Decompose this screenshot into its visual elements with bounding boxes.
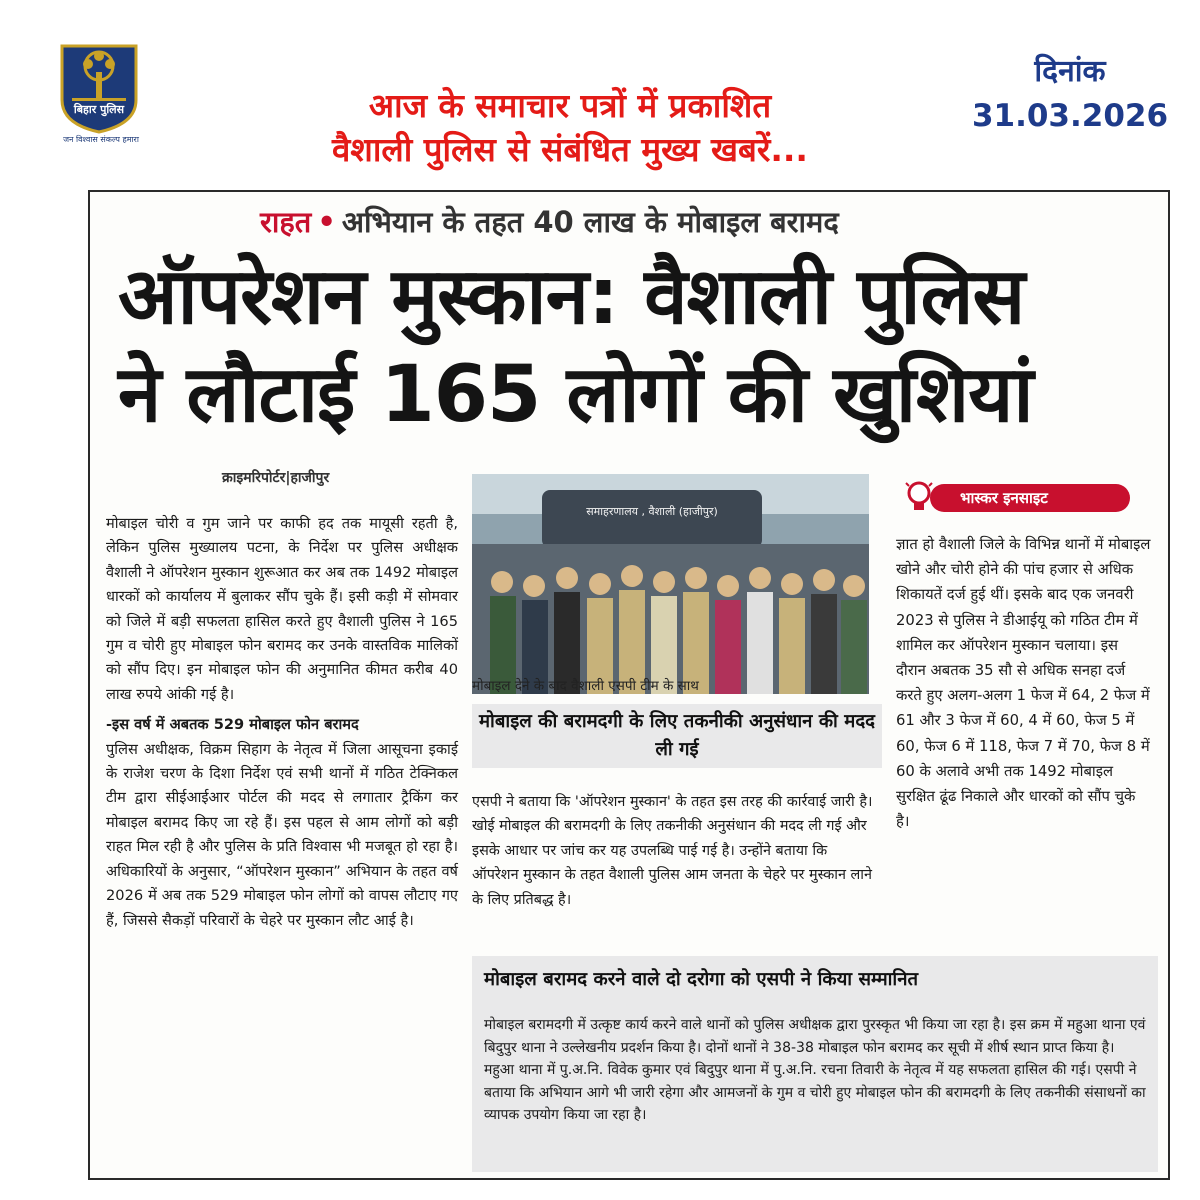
kicker-text: अभियान के तहत 40 लाख के मोबाइल बरामद bbox=[341, 205, 839, 239]
bottom-box bbox=[472, 956, 1158, 1172]
article-title bbox=[118, 248, 1148, 444]
photo-caption: मोबाइल देने के बाद वैशाली एसपी टीम के साथ bbox=[472, 678, 699, 694]
headline-line-2: वैशाली पुलिस से संबंधित मुख्य खबरें... bbox=[332, 130, 808, 169]
right-column: ज्ञात हो वैशाली जिले के विभिन्न थानों में मोबाइल खोने और चोरी होने की पांच हजार से अधिक शिकायतें दर्ज हुई थीं। इसके बाद एक जनवरी 2023 से पुलिस ने डीआईयू को गठित टीम में शामिल कर ऑपरेशन मुस्कान चलाया। इस दौरान अबतक 35 सौ से अधिक सनहा दर्ज करते हुए अलग-अलग 1 फेज में 64, 2 फेज में 61 और 3 फेज में 60, 4 में 60, फेज 5 में 60, फेज 6 में 118, फेज 7 में 70, फेज 8 में 60 के अलावे अभी तक 1492 मोबाइल सुरक्षित ढूंढ निकाले और धारकों को सौंप चुके है। bbox=[896, 536, 1151, 831]
left-subhead: -इस वर्ष में अबतक 529 मोबाइल फोन बरामद bbox=[106, 716, 359, 734]
date-label: दिनांक bbox=[1034, 54, 1106, 89]
page-headline bbox=[200, 84, 940, 172]
title-line-1: ऑपरेशन मुस्कान: वैशाली पुलिस bbox=[118, 252, 1025, 342]
bottom-box-title: मोबाइल बरामद करने वाले दो दरोगा को एसपी ने किया सम्मानित bbox=[484, 969, 919, 990]
logo-tagline: जन विश्वास संकल्प हमारा bbox=[63, 135, 139, 144]
bihar-police-logo bbox=[58, 42, 140, 134]
article-kicker bbox=[260, 202, 1000, 241]
date-box bbox=[970, 50, 1170, 138]
bottom-box-body: मोबाइल बरामदगी में उत्कृष्ट कार्य करने वाले थानों को पुलिस अधीक्षक द्वारा पुरस्कृत भी किया जा रहा है। इस क्रम में महुआ थाना एवं बिदुपुर थाना ने उल्लेखनीय प्रदर्शन किया है। दोनों थानों ने 38-38 मोबाइल फोन बरामद कर सूची में शीर्ष स्थान प्राप्त किया है। महुआ थाना में पु.अ.नि. विवेक कुमार एवं बिदुपुर थाना में पु.अ.नि. रचना तिवारी के नेतृत्व में यह सफलता हासिल की गई। एसपी ने बताया कि अभियान आगे भी जारी रहेगा और आमजनों के गुम व चोरी हुए मोबाइल फोन की बरामदगी के लिए तकनीकी संसाधनों का व्यापक उपयोग किया जा रहा है। bbox=[484, 1017, 1146, 1124]
newspaper-clipping bbox=[88, 190, 1170, 1180]
left-paragraph-1: मोबाइल चोरी व गुम जाने पर काफी हद तक मायूसी रहती है, लेकिन पुलिस मुख्यालय पटना, के निर्देश पर पुलिस अधीक्षक वैशाली ने ऑपरेशन मुस्कान शुरूआत कर अब तक 1492 मोबाइल धारकों को कार्यालय में बुलाकर सौंप चुके हैं। इसी कड़ी में सोमवार को जिले में बड़ी सफलता हासिल करते हुए वैशाली पुलिस ने 165 गुम व चोरी हुए मोबाइल फोन बरामद कर उनके वास्तविक मालिकों को सौंप दिए। इन मोबाइल फोन की अनुमानित कीमत करीब 40 लाख रुपये आंकी गई है। bbox=[106, 515, 458, 703]
left-paragraph-2: पुलिस अधीक्षक, विक्रम सिहाग के नेतृत्व में जिला आसूचना इकाई के राजेश चरण के दिशा निर्देश एवं सभी थानों में गठित टेक्निकल टीम द्वारा सीईआईआर पोर्टल की मदद से लगातार ट्रैकिंग कर मोबाइल बरामद किए जा रहे हैं। इस पहल से आम लोगों को बड़ी राहत मिल रही है और पुलिस के प्रति विश्वास भी मजबूत हो रहा है। अधिकारियों के अनुसार, “ऑपरेशन मुस्कान” अभियान के तहत वर्ष 2026 में अब तक 529 मोबाइल फोन लोगों को वापस लौटाए गए हैं, जिससे सैकड़ों परिवारों के चेहरे पर मुस्कान लौट आई है। bbox=[106, 740, 458, 929]
kicker-label: राहत bbox=[260, 205, 312, 239]
date-value: 31.03.2026 bbox=[971, 98, 1169, 134]
logo-text: बिहार पुलिस bbox=[73, 103, 125, 116]
photo-sign-text: समाहरणालय , वैशाली (हाजीपुर) bbox=[586, 505, 718, 518]
kicker-dot: • bbox=[317, 205, 336, 239]
group-photo bbox=[472, 474, 869, 694]
mid-body: एसपी ने बताया कि 'ऑपरेशन मुस्कान' के तहत इस तरह की कार्रवाई जारी है। खोई मोबाइल की बरामदगी के लिए तकनीकी अनुसंधान की मदद ली गई और इसके आधार पर जांच कर यह उपलब्धि पाई गई है। उन्होंने बताया कि ऑपरेशन मुस्कान के तहत वैशाली पुलिस आम जनता के चेहरे पर मुस्कान लाने के लिए प्रतिबद्ध है। bbox=[472, 794, 873, 908]
insight-badge: भास्कर इनसाइट bbox=[930, 484, 1130, 512]
byline: क्राइमरिपोर्टर|हाजीपुर bbox=[222, 470, 330, 486]
mid-box-title: मोबाइल की बरामदगी के लिए तकनीकी अनुसंधान की मदद ली गई bbox=[472, 704, 882, 768]
headline-line-1: आज के समाचार पत्रों में प्रकाशित bbox=[368, 86, 772, 125]
title-line-2: ने लौटाई 165 लोगों की खुशियां bbox=[118, 350, 1033, 440]
left-column bbox=[106, 512, 458, 933]
